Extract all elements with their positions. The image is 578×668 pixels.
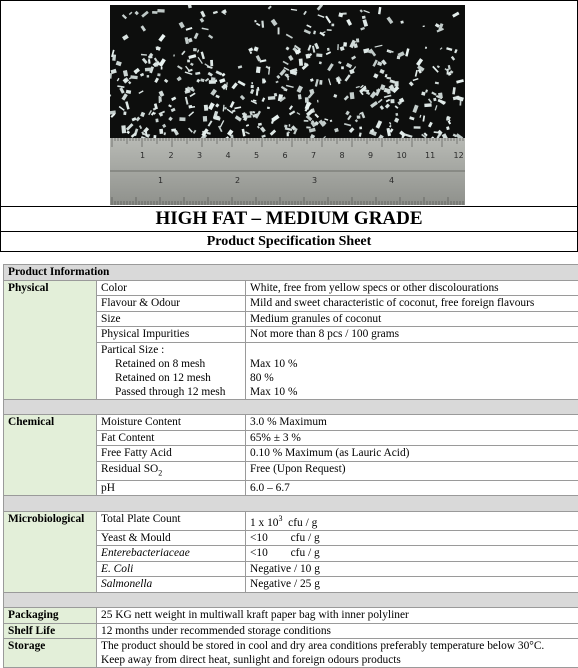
coconut-flake: [145, 68, 151, 72]
coconut-flake: [390, 99, 394, 103]
param-value: 3.0 % Maximum: [246, 415, 578, 431]
coconut-flake: [121, 125, 126, 133]
coconut-flake: [179, 117, 185, 121]
table-row: [4, 415, 578, 431]
tpc-value-sup: 3: [278, 514, 282, 523]
coconut-flake: [424, 103, 431, 107]
ruler-number: 1: [158, 176, 163, 185]
coconut-flake: [289, 124, 290, 126]
spacer-row: [4, 399, 578, 415]
param-value: Mild and sweet characteristic of coconut, free foreign flavours: [246, 296, 578, 312]
coconut-flake: [304, 120, 309, 122]
spacer: [4, 592, 578, 608]
ruler-number: 5: [254, 151, 259, 160]
spacer-row: [4, 592, 578, 608]
tpc-value-pre: 1 x 10: [250, 517, 278, 529]
coconut-flake: [251, 85, 254, 88]
coconut-flake: [395, 81, 399, 86]
param-value: 12 months under recommended storage conditions: [97, 623, 578, 639]
param-value: 0.10 % Maximum (as Lauric Acid): [246, 446, 578, 462]
coconut-flake: [304, 63, 306, 66]
coconut-flake: [193, 48, 197, 51]
header-block: [0, 0, 578, 252]
param-label: [97, 461, 246, 480]
table-row: [4, 280, 578, 296]
table-row: [4, 623, 578, 639]
param-label: Color: [97, 280, 246, 296]
ruler-number: 8: [340, 151, 345, 160]
coconut-flake: [267, 107, 270, 110]
param-label: Salmonella: [97, 577, 246, 593]
coconut-flake: [203, 116, 207, 122]
coconut-flake: [211, 77, 216, 81]
coconut-flake: [299, 59, 303, 66]
coconut-flake: [123, 111, 126, 115]
mesh8-label: Retained on 8 mesh: [101, 357, 245, 371]
border: [0, 251, 578, 252]
mesh8-value: Max 10 %: [250, 357, 578, 371]
ruler-number: 12: [454, 151, 464, 160]
param-value-partical-size: [246, 342, 578, 399]
coconut-flake: [356, 38, 359, 42]
ruler-number: 3: [312, 176, 317, 185]
coconut-flake: [343, 42, 347, 47]
coconut-flake: [256, 67, 261, 74]
coconut-flake: [145, 131, 147, 136]
ruler-number: 2: [169, 151, 174, 160]
param-label: Enterebacteriaceae: [97, 546, 246, 562]
coconut-flake: [171, 129, 176, 132]
coconut-flake: [157, 73, 160, 76]
param-value: 65% ± 3 %: [246, 430, 578, 446]
category-physical: Physical: [4, 280, 97, 399]
coconut-flake: [157, 9, 164, 13]
param-label: E. Coli: [97, 561, 246, 577]
param-value: [246, 511, 578, 530]
param-value: <10 cfu / g: [246, 546, 578, 562]
ruler-number: 6: [283, 151, 288, 160]
coconut-flake: [152, 11, 157, 14]
coconut-flake: [284, 125, 287, 128]
coconut-flake: [268, 96, 276, 100]
ruler-number: 4: [389, 176, 394, 185]
coconut-flake: [350, 92, 355, 99]
coconut-flake: [331, 24, 334, 27]
param-label: Free Fatty Acid: [97, 446, 246, 462]
ruler-number: 7: [311, 151, 316, 160]
param-label-partical-size: [97, 342, 246, 399]
specification-table: [3, 264, 578, 668]
ruler-number: 4: [226, 151, 231, 160]
ruler-number: 9: [368, 151, 373, 160]
border: [0, 0, 578, 1]
param-value: Not more than 8 pcs / 100 grams: [246, 327, 578, 343]
param-value: Free (Upon Request): [246, 461, 578, 480]
category-chemical: Chemical: [4, 415, 97, 496]
page-subtitle: Product Specification Sheet: [0, 232, 578, 251]
section-header-row: [4, 265, 578, 281]
mesh12-label: Retained on 12 mesh: [101, 371, 245, 385]
coconut-flake: [161, 67, 163, 70]
table-row: [4, 639, 578, 668]
param-label: Moisture Content: [97, 415, 246, 431]
coconut-flake: [305, 97, 309, 102]
coconut-flake: [414, 126, 421, 128]
partical-size-label: Partical Size :: [101, 344, 164, 356]
coconut-flake: [159, 129, 163, 134]
coconut-flake: [159, 96, 161, 103]
param-value: Negative / 25 g: [246, 577, 578, 593]
coconut-flake: [359, 127, 362, 130]
coconut-flake: [306, 126, 311, 128]
page-title: HIGH FAT – MEDIUM GRADE: [0, 207, 578, 231]
param-label: Flavour & Odour: [97, 296, 246, 312]
tpc-value-post: cfu / g: [282, 517, 317, 529]
param-value: 6.0 – 6.7: [246, 480, 578, 496]
table-row: [4, 608, 578, 624]
param-value: <10 cfu / g: [246, 530, 578, 546]
mesh12-value: 80 %: [250, 371, 578, 385]
pass12-label: Passed through 12 mesh: [101, 385, 245, 399]
spacer-row: [4, 496, 578, 512]
coconut-flake: [287, 132, 289, 136]
param-value: White, free from yellow specs or other discolourations: [246, 280, 578, 296]
coconut-flake: [327, 48, 330, 51]
param-label: Total Plate Count: [97, 511, 246, 530]
category-storage: Storage: [4, 639, 97, 668]
coconut-flake: [438, 93, 443, 99]
storage-line-2: Keep away from direct heat, sunlight and foreign odours products: [101, 653, 578, 667]
param-value: [97, 639, 578, 668]
so2-label: Residual SO: [101, 463, 158, 475]
category-shelf-life: Shelf Life: [4, 623, 97, 639]
pass12-value: Max 10 %: [250, 385, 578, 399]
param-label: Fat Content: [97, 430, 246, 446]
coconut-flake: [319, 80, 322, 85]
category-microbiological: Microbiological: [4, 511, 97, 592]
ruler-number: 2: [235, 176, 240, 185]
param-value: Medium granules of coconut: [246, 311, 578, 327]
param-label: Yeast & Mould: [97, 530, 246, 546]
section-header: Product Information: [4, 265, 578, 281]
ruler-number: 11: [425, 151, 435, 160]
coconut-flake: [341, 66, 344, 69]
ruler-number: 10: [397, 151, 407, 160]
param-label: Size: [97, 311, 246, 327]
product-photo: [110, 5, 465, 205]
so2-subscript: 2: [158, 468, 162, 477]
table-row: [4, 511, 578, 530]
storage-line-1: The product should be stored in cool and dry area conditions preferably temperature below 30°C.: [101, 639, 578, 653]
spacer: [4, 496, 578, 512]
coconut-flake: [204, 105, 208, 111]
coconut-flake: [210, 60, 213, 66]
coconut-granules-image: [110, 5, 465, 205]
coconut-flake: [278, 27, 280, 34]
param-value: 25 KG nett weight in multiwall kraft paper bag with inner polyliner: [97, 608, 578, 624]
ruler-number: 1: [140, 151, 145, 160]
category-packaging: Packaging: [4, 608, 97, 624]
ruler-number: 3: [197, 151, 202, 160]
param-label: Physical Impurities: [97, 327, 246, 343]
coconut-flake: [316, 53, 322, 57]
spacer: [4, 399, 578, 415]
param-label: pH: [97, 480, 246, 496]
coconut-flake: [155, 119, 158, 123]
coconut-flake: [147, 75, 149, 77]
param-value: Negative / 10 g: [246, 561, 578, 577]
coconut-flake: [187, 60, 190, 63]
coconut-flake: [357, 116, 361, 119]
